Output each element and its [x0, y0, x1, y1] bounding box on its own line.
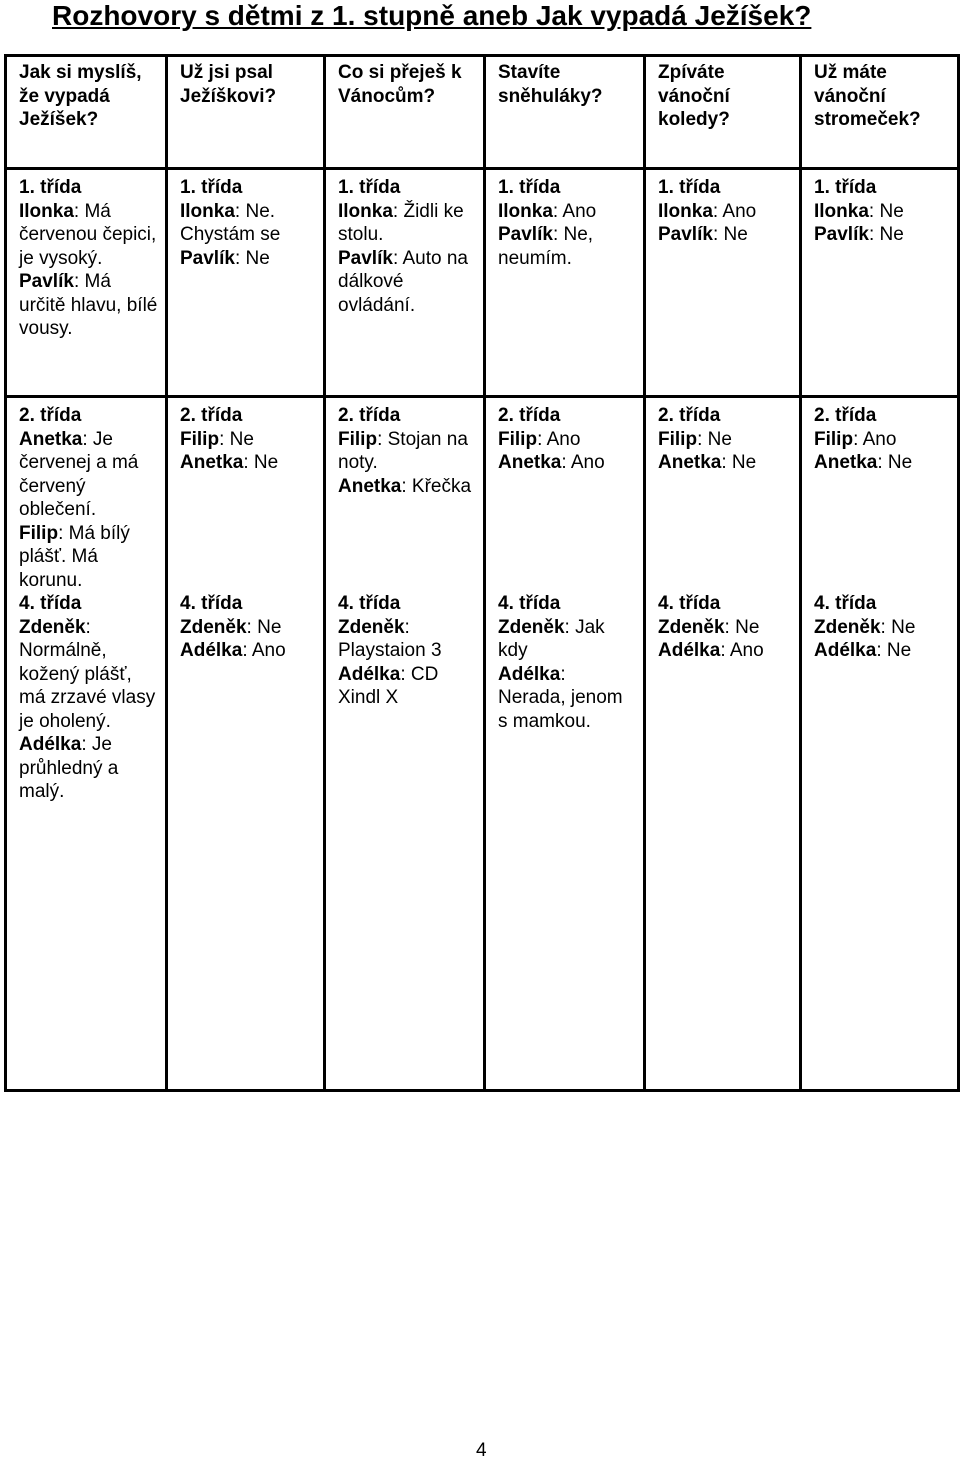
- colon: :: [877, 452, 888, 473]
- grade-section: [19, 592, 159, 804]
- colon: :: [58, 522, 69, 544]
- child-answer: [814, 451, 951, 475]
- child-name: Ilonka: [658, 200, 713, 222]
- answer-text: Ne: [887, 452, 913, 473]
- grade-label: 1. třída: [498, 177, 561, 198]
- colon: :: [561, 452, 571, 473]
- colon: :: [868, 200, 880, 222]
- table-row: [6, 169, 959, 397]
- answer-text: Je průhledný a malý.: [19, 734, 119, 802]
- grade-label: 2. třída: [814, 405, 877, 426]
- child-name: Pavlík: [658, 224, 713, 245]
- grade-label: 1. třída: [180, 177, 243, 198]
- child-answer: [658, 428, 793, 452]
- grade-label: 2. třída: [180, 405, 243, 426]
- child-name: Zdeněk: [658, 616, 725, 638]
- colon: :: [85, 616, 91, 638]
- child-name: Zdeněk: [180, 616, 247, 638]
- question-cell: Jak si myslíš, že vypadá Ježíšek?: [6, 56, 167, 169]
- colon: :: [552, 200, 563, 222]
- grade-label: 2. třída: [498, 405, 561, 426]
- child-answer: [814, 223, 951, 247]
- child-answer: [180, 451, 317, 475]
- grade-section: [814, 404, 951, 592]
- answer-text: Ne: [253, 452, 279, 473]
- child-name: Filip: [814, 428, 854, 450]
- grade-section: [658, 404, 793, 592]
- colon: :: [400, 663, 411, 685]
- grade-section: [180, 404, 317, 592]
- question-cell: Zpíváte vánoční koledy?: [645, 56, 801, 169]
- child-answer: [180, 616, 317, 640]
- child-name: Adélka: [498, 663, 561, 685]
- page-number: 4: [476, 1440, 487, 1461]
- child-name: Anetka: [498, 452, 562, 473]
- answer-cell: [325, 397, 485, 1091]
- child-name: Anetka: [338, 475, 402, 497]
- answer-text: Ne: [879, 200, 904, 222]
- child-answer: [338, 475, 477, 499]
- answer-text: Ano: [722, 200, 757, 222]
- grade-section: [658, 176, 793, 247]
- colon: :: [880, 616, 892, 638]
- answer-text: Playstaion 3: [338, 640, 442, 661]
- child-name: Filip: [180, 428, 220, 450]
- answer-text: Ne: [891, 616, 916, 638]
- answer-cell: [801, 169, 959, 397]
- colon: :: [73, 271, 85, 292]
- answer-text: Křečka: [411, 475, 472, 497]
- grade-label: 4. třída: [180, 593, 243, 614]
- child-name: Adélka: [338, 663, 401, 685]
- child-name: Zdeněk: [498, 616, 565, 638]
- child-answer: [19, 200, 159, 271]
- child-name: Filip: [498, 428, 538, 450]
- colon: :: [392, 200, 404, 222]
- child-answer: [19, 733, 159, 804]
- grade-section: [814, 592, 951, 663]
- answer-text: Ne. Chystám se: [180, 200, 281, 245]
- child-answer: [180, 428, 317, 452]
- colon: :: [712, 200, 723, 222]
- grade-label: 1. třída: [338, 177, 401, 198]
- colon: :: [868, 224, 880, 245]
- answer-text: Auto na dálkové ovládání.: [338, 247, 468, 316]
- colon: :: [81, 734, 92, 755]
- colon: :: [720, 640, 730, 661]
- answer-text: Ne: [229, 428, 254, 450]
- child-answer: [180, 200, 317, 247]
- child-answer: [658, 451, 793, 475]
- child-name: Adélka: [814, 640, 877, 661]
- child-name: Adélka: [658, 640, 721, 661]
- table-header-row: [6, 56, 959, 169]
- child-name: Ilonka: [180, 200, 235, 222]
- child-answer: [498, 616, 637, 663]
- child-name: Pavlík: [814, 224, 869, 245]
- grade-section: [19, 176, 159, 341]
- child-name: Anetka: [658, 452, 722, 473]
- child-answer: [338, 428, 477, 475]
- colon: :: [242, 640, 252, 661]
- colon: :: [537, 428, 547, 450]
- grade-label: 4. třída: [338, 593, 401, 614]
- colon: :: [876, 640, 887, 661]
- grade-section: [338, 176, 477, 317]
- grade-section: [19, 404, 159, 592]
- colon: :: [234, 200, 246, 222]
- colon: :: [243, 452, 254, 473]
- colon: :: [82, 428, 93, 450]
- grade-section: [498, 592, 637, 733]
- answer-text: Ano: [562, 200, 597, 222]
- answer-cell: [325, 169, 485, 397]
- answer-cell: [167, 169, 325, 397]
- child-answer: [658, 200, 793, 224]
- answer-text: Ano: [570, 452, 605, 473]
- answer-text: Má určitě hlavu, bílé vousy.: [19, 271, 158, 339]
- child-answer: [498, 223, 637, 270]
- grade-label: 4. třída: [19, 593, 82, 614]
- child-answer: [814, 200, 951, 224]
- child-answer: [19, 522, 159, 593]
- answer-text: Ano: [546, 428, 581, 450]
- colon: :: [697, 428, 708, 450]
- grade-label: 2. třída: [338, 405, 401, 426]
- colon: :: [377, 428, 388, 450]
- child-answer: [19, 428, 159, 522]
- answer-cell: [485, 169, 645, 397]
- answer-text: Ne: [723, 224, 748, 245]
- child-name: Filip: [338, 428, 378, 450]
- answer-text: Ano: [251, 640, 286, 661]
- interview-table: [4, 54, 960, 1092]
- grade-label: 2. třída: [19, 405, 82, 426]
- grade-section: [338, 592, 477, 710]
- question-cell: Co si přeješ k Vánocům?: [325, 56, 485, 169]
- child-answer: [19, 616, 159, 734]
- answer-text: Ano: [862, 428, 897, 450]
- answer-text: Je červenej a má červený oblečení.: [19, 428, 139, 520]
- grade-label: 1. třída: [814, 177, 877, 198]
- answer-text: Ne: [707, 428, 732, 450]
- child-name: Anetka: [19, 428, 83, 450]
- answer-text: CD Xindl X: [338, 663, 439, 708]
- child-name: Adélka: [19, 734, 82, 755]
- child-name: Filip: [658, 428, 698, 450]
- answer-text: Ne: [735, 616, 760, 638]
- child-answer: [498, 200, 637, 224]
- question-cell: Už jsi psal Ježíškovi?: [167, 56, 325, 169]
- answer-cell: [485, 397, 645, 1091]
- answer-text: Ne, neumím.: [498, 224, 594, 269]
- grade-section: [814, 176, 951, 247]
- child-answer: [498, 428, 637, 452]
- child-name: Zdeněk: [338, 616, 405, 638]
- colon: :: [853, 428, 863, 450]
- answer-text: Ne: [731, 452, 757, 473]
- answer-cell: [6, 169, 167, 397]
- child-answer: [180, 639, 317, 663]
- child-answer: [338, 247, 477, 318]
- answer-text: Ne: [886, 640, 912, 661]
- answer-text: Židli ke stolu.: [338, 200, 464, 245]
- child-answer: [338, 200, 477, 247]
- colon: :: [219, 428, 230, 450]
- colon: :: [724, 616, 736, 638]
- child-answer: [658, 639, 793, 663]
- answer-text: Má červenou čepici, je vysoký.: [19, 200, 157, 269]
- answer-text: Normálně, kožený plášť, má zrzavé vlasy je oholený.: [19, 640, 156, 732]
- answer-cell: [645, 397, 801, 1091]
- answer-cell: [645, 169, 801, 397]
- answer-text: Ne: [879, 224, 904, 245]
- colon: :: [560, 663, 566, 685]
- colon: :: [392, 247, 403, 269]
- child-name: Ilonka: [19, 200, 74, 222]
- child-answer: [498, 663, 637, 734]
- grade-section: [498, 176, 637, 270]
- child-name: Anetka: [180, 452, 244, 473]
- child-name: Zdeněk: [814, 616, 881, 638]
- child-name: Zdeněk: [19, 616, 86, 638]
- child-name: Ilonka: [498, 200, 553, 222]
- child-answer: [180, 247, 317, 271]
- grade-label: 4. třída: [498, 593, 561, 614]
- child-name: Ilonka: [338, 200, 393, 222]
- child-name: Filip: [19, 522, 59, 544]
- answer-cell: [167, 397, 325, 1091]
- child-answer: [338, 663, 477, 710]
- colon: :: [401, 475, 412, 497]
- answer-text: Stojan na noty.: [338, 428, 468, 473]
- child-name: Pavlík: [180, 247, 235, 269]
- child-answer: [338, 616, 477, 663]
- grade-label: 4. třída: [814, 593, 877, 614]
- grade-section: [338, 404, 477, 592]
- child-name: Pavlík: [19, 271, 74, 292]
- grade-label: 4. třída: [658, 593, 721, 614]
- child-answer: [814, 616, 951, 640]
- child-name: Pavlík: [338, 247, 393, 269]
- answer-text: Ne: [257, 616, 282, 638]
- answer-cell: [801, 397, 959, 1091]
- answer-text: Má bílý plášť. Má korunu.: [19, 522, 130, 591]
- grade-label: 1. třída: [658, 177, 721, 198]
- child-name: Ilonka: [814, 200, 869, 222]
- colon: :: [246, 616, 258, 638]
- table-row: [6, 397, 959, 1091]
- child-answer: [498, 451, 637, 475]
- colon: :: [712, 224, 724, 245]
- colon: :: [404, 616, 410, 638]
- child-answer: [814, 428, 951, 452]
- child-answer: [658, 616, 793, 640]
- child-name: Pavlík: [498, 224, 553, 245]
- answer-text: Ano: [729, 640, 764, 661]
- colon: :: [552, 224, 564, 245]
- colon: :: [721, 452, 732, 473]
- grade-section: [498, 404, 637, 592]
- child-name: Adélka: [180, 640, 243, 661]
- answer-text: Ne: [245, 247, 270, 269]
- answer-text: Nerada, jenom s mamkou.: [498, 687, 623, 732]
- answer-text: Jak kdy: [498, 616, 605, 661]
- question-cell: Stavíte sněhuláky?: [485, 56, 645, 169]
- grade-label: 2. třída: [658, 405, 721, 426]
- child-answer: [658, 223, 793, 247]
- grade-section: [180, 592, 317, 663]
- colon: :: [73, 200, 85, 222]
- child-name: Anetka: [814, 452, 878, 473]
- page-title: Rozhovory s dětmi z 1. stupně aneb Jak vypadá Ježíšek?: [52, 0, 812, 31]
- grade-section: [180, 176, 317, 270]
- grade-label: 1. třída: [19, 177, 82, 198]
- answer-cell: [6, 397, 167, 1091]
- child-answer: [814, 639, 951, 663]
- colon: :: [564, 616, 576, 638]
- colon: :: [234, 247, 246, 269]
- child-answer: [19, 270, 159, 341]
- question-cell: Už máte vánoční stromeček?: [801, 56, 959, 169]
- grade-section: [658, 592, 793, 663]
